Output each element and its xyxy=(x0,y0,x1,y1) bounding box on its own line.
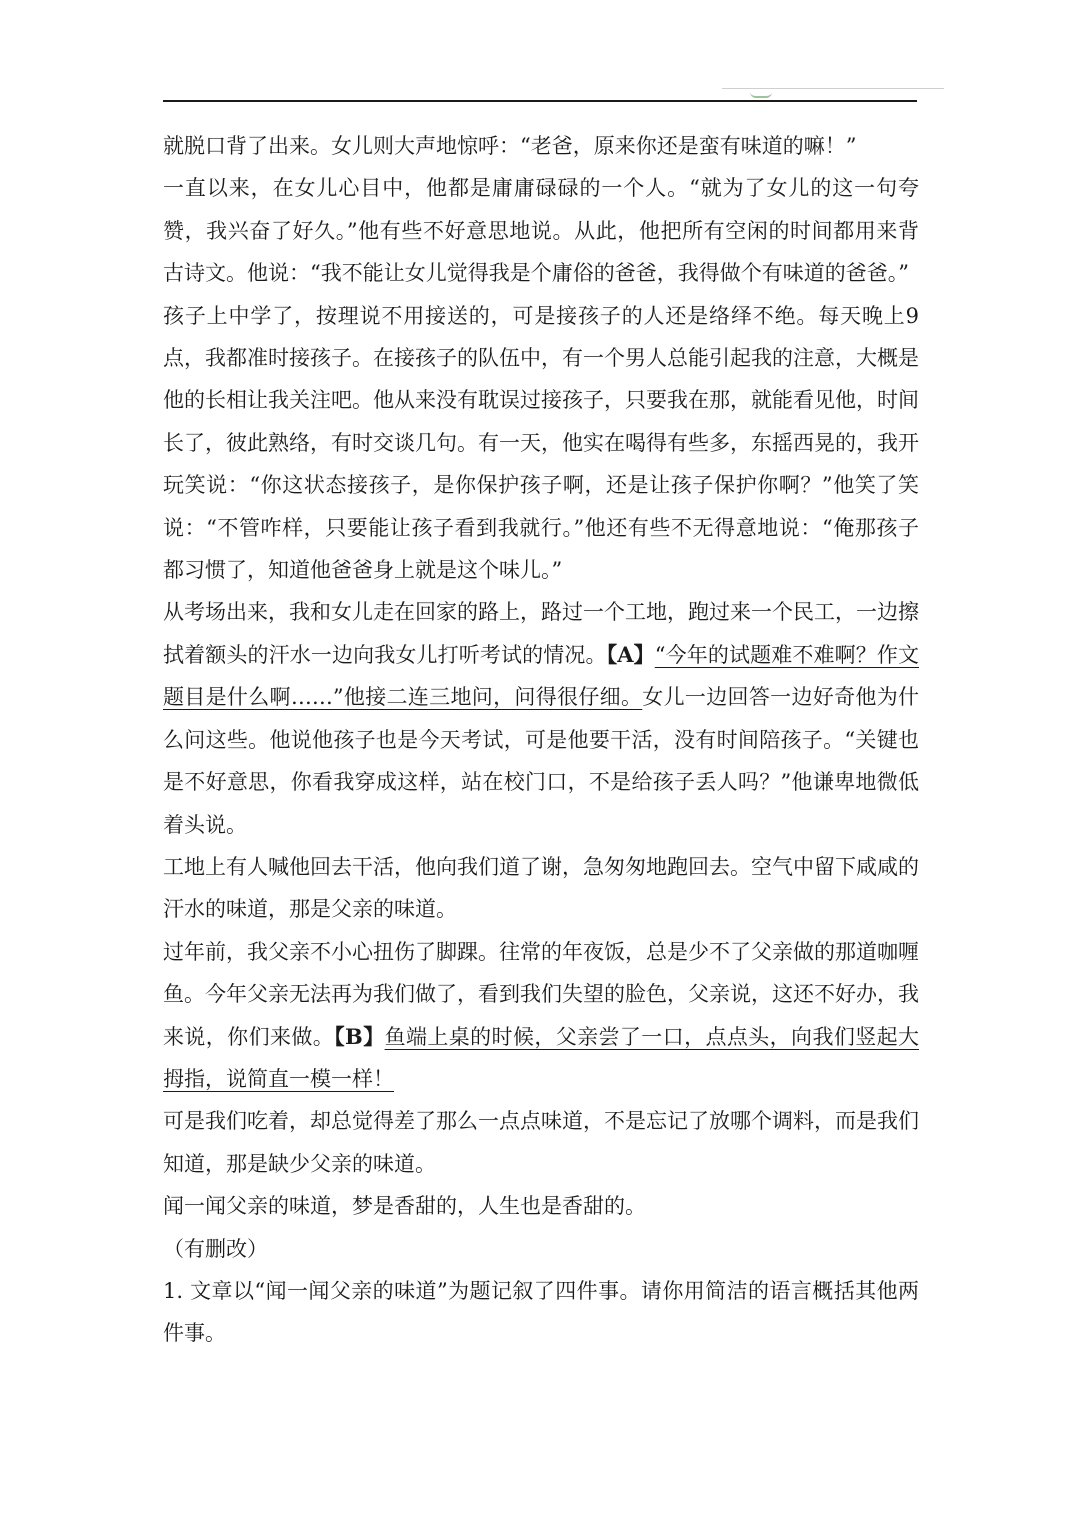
paragraph-8: 闻一闻父亲的味道，梦是香甜的，人生也是香甜的。 xyxy=(163,1194,646,1219)
paragraph-6 xyxy=(163,931,919,1101)
paragraph-7: 可是我们吃着，却总觉得差了那么一点点味道，不是忘记了放哪个调料，而是我们知道，那是缺少父亲的味道。 xyxy=(163,1109,919,1176)
paragraph-5: 工地上有人喊他回去干活，他向我们道了谢，急匆匆地跑回去。空气中留下咸咸的汗水的味道，那是父亲的味道。 xyxy=(163,854,919,922)
header-decoration xyxy=(722,88,944,99)
paragraph-2: 一直以来，在女儿心目中，他都是庸庸碌碌的一个人。“就为了女儿的这一句夸赞，我兴奋了好久。”他有些不好意思地说。从此，他把所有空闲的时间都用来背古诗文。他说：“我不能让女儿觉得我是个庸俗的爸爸，我得做个有味道的爸爸。” xyxy=(163,176,919,286)
paragraph-3: 孩子上中学了，按理说不用接送的，可是接孩子的人还是络绎不绝。每天晚上9点，我都准时接孩子。在接孩子的队伍中，有一个男人总能引起我的注意，大概是他的长相让我关注吧。他从来没有耽误过接孩子，只要我在那，就能看见他，时间长了，彼此熟络，有时交谈几句。有一天，他实在喝得有些多，东摇西晃的，我开玩笑说：“你这状态接孩子，是你保护孩子啊，还是让孩子保护你啊？”他笑了笑说：“不管咋样，只要能让孩子看到我就行。”他还有些不无得意地说：“俺那孩子都习惯了，知道他爸爸身上就是这个味儿。” xyxy=(163,303,919,583)
marker-a: 【A】 xyxy=(606,641,655,667)
marker-b: 【B】 xyxy=(334,1023,385,1049)
underlined-sentence-b: 鱼端上桌的时候，父亲尝了一口，点点头，向我们竖起大拇指，说简直一模一样！ xyxy=(163,1024,920,1091)
paragraph-1: 就脱口背了出来。女儿则大声地惊呼：“老爸，原来你还是蛮有味道的嘛！” xyxy=(163,134,857,158)
paragraph-6-lead: 过年前，我父亲不小心扭伤了脚踝。往常的年夜饭，总是少不了父亲做的那道咖喱鱼。今年父亲无法再为我们做了，看到我们失望的脸色，父亲说，这还不好办，我来说，你们来做。 xyxy=(163,939,919,1049)
question-1: 1. 文章以“闻一闻父亲的味道”为题记叙了四件事。请你用简洁的语言概括其他两件事。 xyxy=(163,1278,919,1346)
document-body xyxy=(163,125,919,1355)
paragraph-4-rest: 女儿一边回答一边好奇他为什么问这些。他说他孩子也是今天考试，可是他要干活，没有时间陪孩子。“关键也是不好意思，你看我穿成这样，站在校门口，不是给孩子丢人吗？”他谦卑地微低着头说。 xyxy=(163,685,920,837)
paragraph-4 xyxy=(163,591,919,845)
header-rule xyxy=(163,100,917,102)
underlined-sentence-a: “今年的试题难不难啊？作文题目是什么啊……”他接二连三地问，问得很仔细。 xyxy=(163,642,920,710)
paragraph-4-lead: 从考场出来，我和女儿走在回家的路上，路过一个工地，跑过来一个民工，一边擦拭着额头的汗水一边向我女儿打听考试的情况。 xyxy=(163,600,919,667)
header-tab-mark xyxy=(750,87,772,98)
source-note: （有删改） xyxy=(163,1236,268,1261)
